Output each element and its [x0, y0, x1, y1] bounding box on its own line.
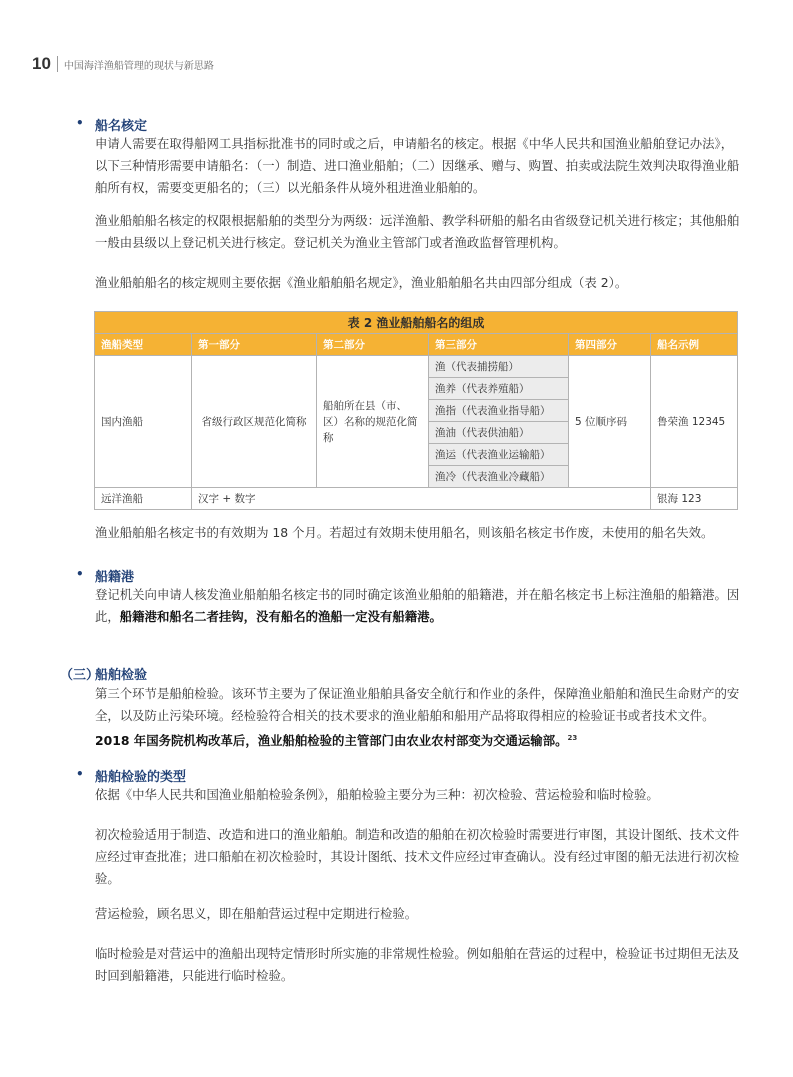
para-inspection-types-1: 依据《中华人民共和国渔业船舶检验条例》，船舶检验主要分为三种：初次检验、营运检验和临时检验。 [95, 787, 659, 802]
para-bold-text: 船籍港和船名二者挂钩，没有船名的渔船一定没有船籍港。 [119, 609, 442, 624]
cell-ocean-example: 银海 123 [651, 488, 738, 510]
para-inspection-types-4: 临时检验是对营运中的渔船出现特定情形时所实施的非常规性检验。例如船舶在营运的过程中，检验证书过期但无法及时回到船籍港，只能进行临时检验。 [95, 946, 740, 983]
cell-part3-item: 渔指（代表渔业指导船） [429, 400, 569, 422]
para-ship-name-2: 渔业船舶船名核定的权限根据船舶的类型分为两级：远洋渔船、教学科研船的船名由省级登记机关进行核定；其他船舶一般由县级以上登记机关进行核定。登记机关为渔业主管部门或者渔政监督管理机构。 [95, 213, 740, 250]
table-caption: 表 2 渔业船舶船名的组成 [95, 312, 738, 334]
heading-port-of-registry: 船籍港 [95, 570, 135, 585]
heading-inspection-types: 船舶检验的类型 [95, 770, 187, 785]
page-header [32, 52, 214, 76]
cell-domestic-type: 国内渔船 [95, 356, 192, 488]
cell-part3-item: 渔（代表捕捞船） [429, 356, 569, 378]
col-header: 第二部分 [317, 334, 429, 356]
table-row [95, 488, 738, 510]
section-label: （三） [60, 668, 100, 683]
cell-part3-item: 渔冷（代表渔业冷藏船） [429, 466, 569, 488]
table-header-row [95, 334, 738, 356]
cell-ocean-parts: 汉字 + 数字 [192, 488, 651, 510]
para-inspection-types-2: 初次检验适用于制造、改造和进口的渔业船舶。制造和改造的船舶在初次检验时需要进行审图，其设计图纸、技术文件应经过审查批准；进口船舶在初次检验时，其设计图纸、技术文件应经过审查确认。没有经过审图的船无法进行初次检验。 [95, 827, 740, 886]
col-header: 第四部分 [569, 334, 651, 356]
para-ship-name-3: 渔业船舶船名的核定规则主要依据《渔业船舶船名规定》，渔业船舶船名共由四部分组成（表 2）。 [95, 275, 628, 290]
bullet-icon: • [76, 567, 84, 581]
para-ship-name-1: 申请人需要在取得船网工具指标批准书的同时或之后，申请船名的核定。根据《中华人民共和国渔业船舶登记办法》，以下三种情形需要申请船名：（一）制造、进口渔业船舶；（二）因继承、赠与、购置、拍卖或法院生效判决取得渔业船舶所有权，需要变更船名的；（三）以光船条件从境外租进渔业船舶的。 [95, 136, 740, 195]
cell-domestic-part4: 5 位顺序码 [569, 356, 651, 488]
ship-name-table [94, 311, 738, 510]
bullet-icon: • [76, 116, 84, 130]
para-bold-text: 2018 年国务院机构改革后，渔业船舶检验的主管部门由农业农村部变为交通运输部。 [95, 733, 568, 749]
cell-domestic-part2: 船舶所在县（市、区）名称的规范化简称 [317, 356, 429, 488]
page-number: 10 [32, 54, 51, 73]
para-ship-name-4: 渔业船舶船名核定书的有效期为 18 个月。若超过有效期未使用船名，则该船名核定书作废，未使用的船名失效。 [95, 525, 714, 540]
col-header: 船名示例 [651, 334, 738, 356]
para-text: 登记机关向申请人核发渔业船舶船名核定书的同时确定该渔业船舶的船籍港，并在船名核定书上标注渔船的船籍港。因此， [95, 587, 740, 624]
para-text: 第三个环节是船舶检验。该环节主要为了保证渔业船舶具备安全航行和作业的条件，保障渔业船舶和渔民生命财产的安全，以及防止污染环境。经检验符合相关的技术要求的渔业船舶和船用产品将取得相应的检验证书或者技术文件。 [95, 686, 740, 723]
bullet-icon: • [76, 767, 84, 781]
para-ship-inspection [95, 683, 740, 752]
col-header: 第一部分 [192, 334, 317, 356]
col-header: 渔船类型 [95, 334, 192, 356]
cell-part3-item: 渔运（代表渔业运输船） [429, 444, 569, 466]
cell-domestic-part1: 省级行政区规范化简称 [192, 356, 317, 488]
cell-ocean-type: 远洋渔船 [95, 488, 192, 510]
para-inspection-types-3: 营运检验，顾名思义，即在船舶营运过程中定期进行检验。 [95, 906, 418, 921]
para-port-of-registry [95, 584, 740, 628]
table-row [95, 356, 738, 378]
heading-ship-inspection: 船舶检验 [95, 668, 148, 683]
heading-ship-name: 船名核定 [95, 119, 148, 134]
header-divider [57, 56, 58, 72]
cell-part3-item: 渔养（代表养殖船） [429, 378, 569, 400]
header-title: 中国海洋渔船管理的现状与新思路 [63, 60, 214, 72]
footnote-ref: 23 [567, 734, 578, 742]
cell-domestic-example: 鲁荣渔 12345 [651, 356, 738, 488]
cell-part3-item: 渔油（代表供油船） [429, 422, 569, 444]
col-header: 第三部分 [429, 334, 569, 356]
